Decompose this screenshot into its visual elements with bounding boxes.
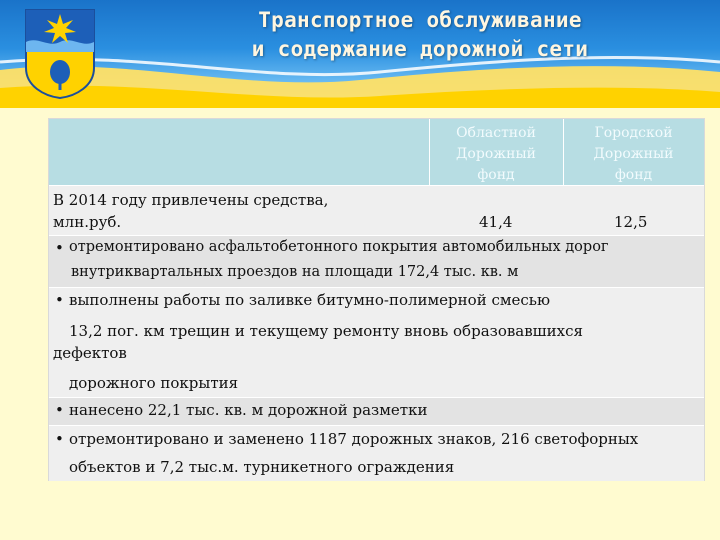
table-header-row — [49, 119, 704, 185]
header-band — [0, 0, 720, 108]
regional-fund-value: 41,4 — [479, 213, 513, 231]
title-line-2: и содержание дорожной сети — [251, 37, 589, 61]
bullet-icon: • — [55, 239, 64, 257]
coat-of-arms-icon — [24, 8, 96, 100]
list-item: • нанесено 22,1 тыс. кв. м дорожной разметки — [49, 397, 704, 426]
page-title — [140, 6, 700, 64]
header-regional-fund: Областной Дорожный фонд — [456, 125, 536, 183]
road-works-table — [48, 118, 705, 481]
list-item: • отремонтировано и заменено 1187 дорожных знаков, 216 светофорных объектов и 7,2 тыс.м. турникетного ограждения — [49, 425, 704, 481]
title-line-1: Транспортное обслуживание — [258, 8, 582, 32]
funds-label-line-1: В 2014 году привлечены средства, — [53, 191, 329, 209]
list-item: • отремонтировано асфальтобетонного покрытия автомобильных дорог внутриквартальных проездов на площади 172,4 тыс. кв. м — [49, 235, 704, 288]
funds-row — [49, 185, 704, 236]
bullet-icon: • — [55, 430, 64, 448]
list-item: • выполнены работы по заливке битумно-полимерной смесью 13,2 пог. км трещин и текущему ремонту вновь образовавшихся дефектов дорожного покрытия — [49, 287, 704, 398]
bullet-icon: • — [55, 401, 64, 419]
funds-label-line-2: млн.руб. — [53, 213, 122, 231]
bullet-icon: • — [55, 291, 64, 309]
city-fund-value: 12,5 — [614, 213, 648, 231]
header-city-fund: Городской Дорожный фонд — [593, 125, 674, 183]
